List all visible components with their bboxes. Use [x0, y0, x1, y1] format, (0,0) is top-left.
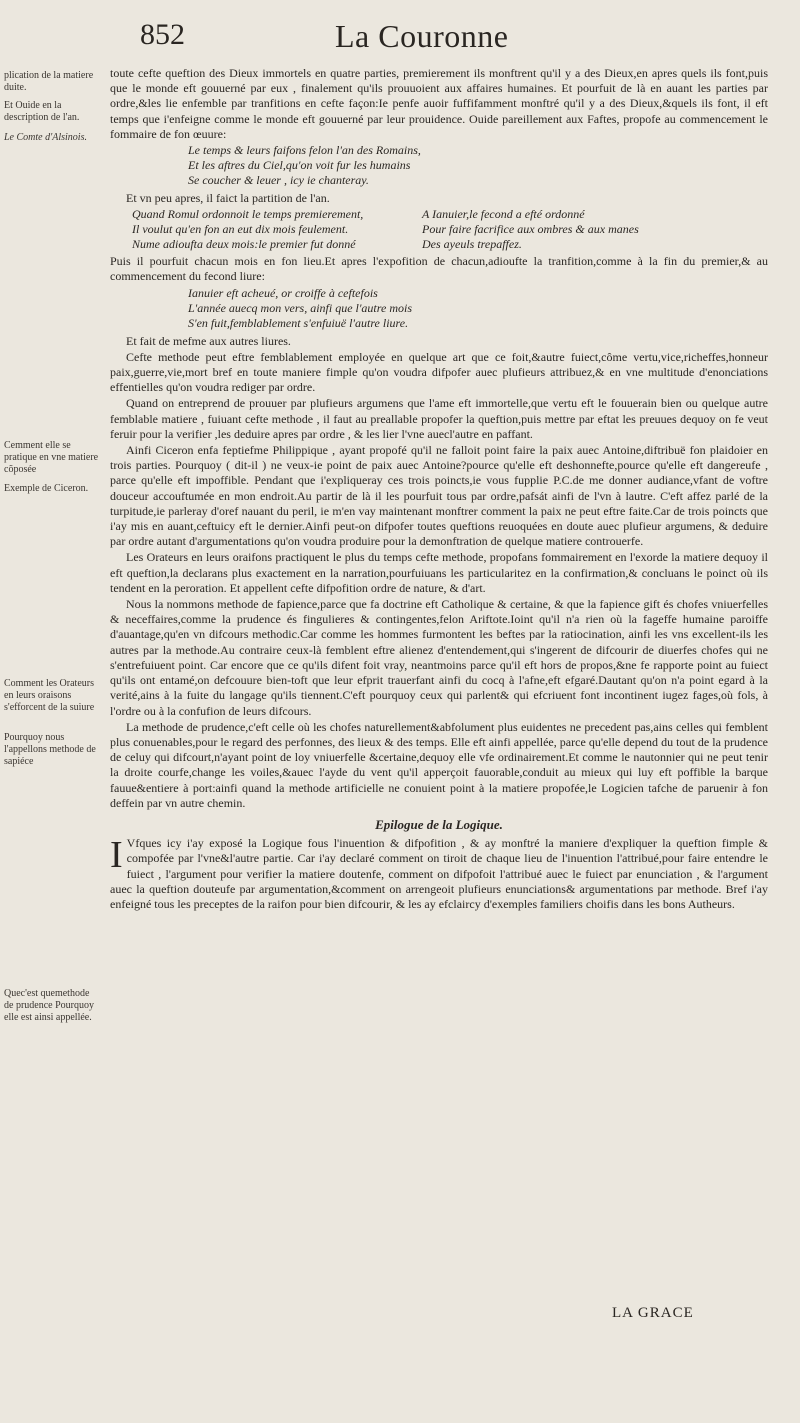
margin-note: Le Comte d'Alsinois. [4, 132, 87, 143]
verse-line: S'en fuit,femblablement s'enfuiuë l'autre liure. [188, 315, 409, 330]
margin-note: Quec'est quemethode de prudence Pourquoy elle est ainsi appellée. [4, 988, 94, 1023]
page-number: 852 [140, 18, 185, 51]
margin-note: Et Ouide en la description de l'an. [4, 100, 80, 123]
paragraph: Quand on entreprend de prouuer par plufieurs argumens que l'ame eft immortelle,que vertu eft le fouuerain bien ou quelque autre femblable matiere , fuiuant cefte methode , il faut au preallable propofer la queftion,puis mettre par eftat les preuues dequoy on fe veut feruir pour la verifier ,les deduire apres par ordre , & les lier l'vne auecl'autre en paffant. [110, 396, 768, 441]
verse-block [188, 286, 768, 331]
paragraph: Les Orateurs en leurs oraifons practiquent le plus du temps cefte methode, propofans fommairement en l'exorde la matiere dequoy il eft queftion,la declarans plus exactement en la narration,pourfuiuans les particularitez en la confirmation,& concluans le poinct où ils tendent en la peroration. Et appellent cefte difpofition ordre de nature, & d'art. [110, 550, 768, 595]
verse-line: Se coucher & leuer , icy ie chanteray. [188, 173, 369, 188]
verse-line: Nume adioufta deux mois:le premier fut donné [132, 237, 356, 252]
paragraph: Puis il pourfuit chacun mois en fon lieu.Et apres l'expofition de chacun,adioufte la tranfition,comme à la fin du premier,& au commencement du fecond liure: [110, 254, 768, 284]
verse-line: Ianuier eft acheué, or croiffe à ceftefois [188, 285, 378, 300]
margin-note: Comment les Orateurs en leurs oraisons s'efforcent de la suiure [4, 678, 95, 713]
verse-line: Et les aftres du Ciel,qu'on voit fur les humains [188, 158, 411, 173]
paragraph: Et fait de mefme aux autres liures. [126, 333, 291, 348]
margin-note: Exemple de Ciceron. [4, 483, 89, 494]
paragraph: Cefte methode peut eftre femblablement employée en quelque art que ce foit,&autre fuiect,côme vertu,vice,richeffes,honneur paix,guerre,vie,mort bref en toute maniere fimple qu'on voudra difpofer auec plufieurs attribuez,& en vne multitude d'enonciations effentielles qu'on voudra rediger par ordre. [110, 349, 768, 395]
main-text [110, 66, 768, 913]
epilogue-paragraph [110, 836, 768, 912]
verse-line: Quand Romul ordonnoit le temps premierement, [132, 207, 364, 222]
verse-line: Il voulut qu'en fon an eut dix mois feulement. [132, 222, 349, 237]
epilogue-heading: Epilogue de la Logique. [375, 816, 503, 832]
catchword: LA GRACE [612, 1305, 694, 1321]
paragraph: Nous la nommons methode de fapience,parce que fa doctrine eft Catholique & certaine, & que la fapience gift és chofes vniuerfelles & neceffaires,comme la prudence és fingulieres & contingentes,felon Ariftote.Ioint qu'il n'a rien où la fageffe humaine paroiffe d'auantage,qu'en vn difcours methodic.Car comme les hommes furmontent les beftes par la ratiocination, ainfi les vns excellent-ils les autres par la methode.Au contraire ceux-là femblent eftre alienez d'entendement,qui s'ingerent de difcourir de diuerfes chofes qui ne s'entrefuiuent point. Car encore que ce qu'ils difent foit vray, neantmoins parce qu'il eft hors de propos,&ne fe rapporte point au fuiect qu'ils ont entamé,on defcouure bien-toft que leur efprit trauerfant ainfi du cocq à l'afne,eft efgaré.Dautant qu'on n'a point egard à la verité,ains à la fuite du langage qu'ils tiennent.C'eft pourquoy ceux qui parlent& qui efcriuent font incontinent iugez fages,où fols, à l'ordre ou à la confufion de leurs difcours. [110, 597, 768, 718]
verse-block [188, 143, 768, 188]
paragraph: toute cefte queftion des Dieux immortels en quatre parties, premierement ils monftrent qu'il y a des Dieux,en apres quels ils font,puis que le monde eft gouuerné par eux , finalement qu'ils prouuoient aux affaires humaines. Et pourfuit de là en auant les parties par ordre,&les lie enfemble par tranfitions en cefte façon:Ie penfe auoir fuffifamment monftré qu'il y a des Dieux,&quels ils font, il eft temps que i'enfeigne comme le monde eft gouuerné par leur prouidence. Ouide pareillement aux Faftes, propofe au commencement le fommaire de fon œuure: [110, 66, 768, 141]
paragraph: La methode de prudence,c'eft celle où les chofes naturellement&abfolument plus euidentes ne precedent pas,ains celles qui femblent plus conuenables,pour le regard des perfonnes, des lieux & des temps. Elle eft ainfi appellée, parce qu'elle depend du tout de la prudence de celuy qui difcourt,n'ayant point de loy vniuerfelle &certaine,dequoy elle vfe ordinairement.Et comme le nautonnier qui ne peut tenir la droite courfe,change les voiles,&auec l'ayde du vent qu'il apperçoit fauorable,conduit au mieux qui luy eft poffible la barque fauue&entiere à port:ainfi quand la methode artificielle ne conuient point à la matiere propofée,le Logicien tafche de paruenir à fon deffein par vn autre chemin. [110, 719, 768, 810]
epilogue-text: Vfques icy i'ay exposé la Logique fous l'inuention & difpofition , & ay monftré la maniere d'expliquer la queftion fimple & compofée par l'vne&l'autre partie. Car i'ay declaré comment on tiroit de chaque lieu de l'inuention l'attribué,pour faire entendre le fuiect , l'argument pour verifier la matiere doutenfe, comment on difpofoit l'attribué auec le fuiect par enunciation , & l'argument auec la queftion douteufe par argumentation,&comment on arrengeoit plufieurs enunciations& argumentations par methode. Bref i'ay enfeigné tous les preceptes de la raifon pour bien difcourir, & les ay efclaircy d'exemples familiers choifis dans les bons Autheurs. [110, 836, 768, 911]
paragraph: Et vn peu apres, il faict la partition de l'an. [126, 191, 330, 206]
margin-note: Cemment elle se pratique en vne matiere cõposée [4, 440, 99, 475]
margin-note: plication de la matiere duite. [4, 70, 94, 93]
drop-cap: I [110, 834, 123, 877]
verse-columns [132, 207, 768, 252]
verse-line: Pour faire facrifice aux ombres & aux manes [422, 222, 639, 237]
margin-note: Pourquoy nous l'appellons methode de sapiéce [4, 732, 96, 767]
verse-line: Le temps & leurs faifons felon l'an des Romains, [188, 143, 421, 158]
running-title: La Couronne [335, 18, 509, 54]
paragraph: Ainfi Ciceron enfa feptiefme Philippique , ayant propofé qu'il ne falloit point faire la paix auec Antoine,diftribuë fon plaidoier en trois parties. Pourquoy ( dit-il ) ne veux-ie point de paix auec Antoine?pource qu'elle eft deshonnefte,pource qu'elle eft dangereufe , parce qu'elle eft impoffible. Pendant que i'expliqueray ces trois poincts,ie vous fupplie P.C.de me donner audiance,vfant de voftre douceur accouftumée en mon endroit.Au partir de là il les pourfuit tous par ordre,pafsát ainfi de l'vn à lautre. C'eft affez parlé de la turpitude,ie parleray d'oref nauant du peril, ie m'en vay maintenant monftrer comment la paix ne peut eftre faite.Car de trois poincts que i'ay mis en auant,ceftuicy eft le dernier.Ainfi peut-on difpofer toutes queftions reuoquées en doute auec plufieur argumens, & deduire par ordre autant d'argumentations qu'on voudra produire pour la demonftration de quelque matiere controuerfe. [110, 443, 768, 549]
verse-line: A Ianuier,le fecond a efté ordonné [422, 207, 585, 222]
verse-line: Des ayeuls trepaffez. [422, 237, 522, 252]
verse-line: L'année auecq mon vers, ainfi que l'autre mois [188, 300, 412, 315]
